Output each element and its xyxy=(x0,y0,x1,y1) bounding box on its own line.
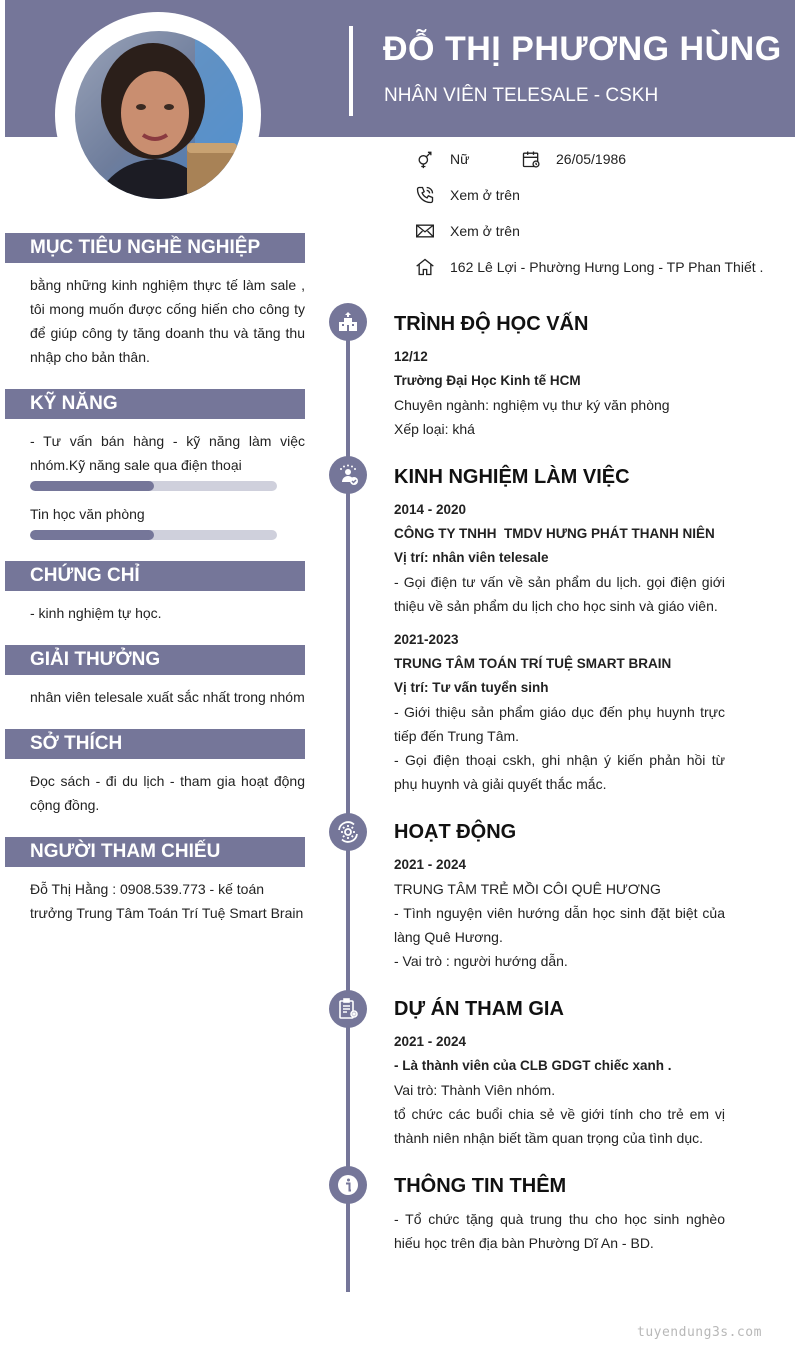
contact-birthday xyxy=(520,148,626,170)
home-icon xyxy=(414,256,436,278)
projects-role: Vai trò: Thành Viên nhóm. xyxy=(394,1082,556,1098)
job-1-period: 2014 - 2020 xyxy=(394,502,467,517)
job-2-period: 2021-2023 xyxy=(394,632,459,647)
projects-description: tổ chức các buổi chia sẻ về giới tính cho trẻ em vị thành niên nhận biết tầm quan trọng của tình dục. xyxy=(394,1106,725,1146)
skill-2-bar-fill xyxy=(30,530,154,540)
certificates-text: - kinh nghiệm tự học. xyxy=(30,605,162,621)
contact-address xyxy=(414,256,763,278)
projects-heading: DỰ ÁN THAM GIA xyxy=(394,998,564,1020)
team-icon xyxy=(329,456,367,494)
phone-value: Xem ở trên xyxy=(450,187,520,203)
candidate-name: ĐỖ THỊ PHƯƠNG HÙNG xyxy=(383,30,782,68)
phone-icon xyxy=(414,184,436,206)
avatar xyxy=(75,31,243,199)
activities-heading: HOẠT ĐỘNG xyxy=(394,821,517,843)
hobbies-heading: SỞ THÍCH xyxy=(5,729,305,759)
projects-period: 2021 - 2024 xyxy=(394,1034,467,1049)
header-divider xyxy=(349,26,353,116)
contact-phone xyxy=(414,184,520,206)
email-value: Xem ở trên xyxy=(450,223,520,239)
job-title: NHÂN VIÊN TELESALE - CSKH xyxy=(384,85,659,106)
job-1-position: Vị trí: nhân viên telesale xyxy=(394,550,549,565)
avatar-photo xyxy=(75,31,243,199)
clipboard-gear-icon xyxy=(329,990,367,1028)
job-1-company: CÔNG TY TNHH TMDV HƯNG PHÁT THANH NIÊN xyxy=(394,526,715,541)
gender-icon xyxy=(414,148,436,170)
skill-1-name: - Tư vấn bán hàng - kỹ năng làm việc nhóm.Kỹ năng sale qua điện thoại xyxy=(30,433,305,473)
contact-gender xyxy=(414,148,469,170)
certificates-heading: CHỨNG CHỈ xyxy=(5,561,305,591)
projects-name: - Là thành viên của CLB GDGT chiếc xanh . xyxy=(394,1058,672,1073)
references-heading: NGƯỜI THAM CHIẾU xyxy=(5,837,305,867)
birthday-value: 26/05/1986 xyxy=(556,151,627,167)
experience-heading: KINH NGHIỆM LÀM VIỆC xyxy=(394,466,630,488)
extra-heading: THÔNG TIN THÊM xyxy=(394,1175,567,1197)
education-period: 12/12 xyxy=(394,349,428,364)
watermark: tuyendung3s.com xyxy=(637,1325,762,1340)
hobbies-text: Đọc sách - đi du lịch - tham gia hoạt động cộng đồng. xyxy=(30,773,305,813)
gear-cycle-icon xyxy=(329,813,367,851)
skill-2-name: Tin học văn phòng xyxy=(30,506,145,522)
skill-1-bar xyxy=(30,481,277,491)
extra-text: - Tổ chức tặng quà trung thu cho học sinh nghèo hiếu học trên địa bàn Phường Dĩ An - BD. xyxy=(394,1211,725,1251)
awards-heading: GIẢI THƯỞNG xyxy=(5,645,305,675)
objective-heading: MỤC TIÊU NGHỀ NGHIỆP xyxy=(5,233,305,263)
skills-heading: KỸ NĂNG xyxy=(5,389,305,419)
activities-description-1: - Tình nguyện viên hướng dẫn học sinh đặt biệt của làng Quê Hương. xyxy=(394,905,725,945)
education-major: Chuyên ngành: nghiệm vụ thư ký văn phòng xyxy=(394,397,670,413)
objective-text: bằng những kinh nghiệm thực tế làm sale , tôi mong muốn được cống hiến cho công ty để giúp công ty tăng doanh thu và tăng thu nhập cho bản thân. xyxy=(30,277,305,365)
envelope-icon xyxy=(414,220,436,242)
school-icon xyxy=(329,303,367,341)
skill-2-bar xyxy=(30,530,277,540)
skill-1-bar-fill xyxy=(30,481,154,491)
job-2-company: TRUNG TÂM TOÁN TRÍ TUỆ SMART BRAIN xyxy=(394,656,672,671)
job-2-description-2: - Gọi điện thoại cskh, ghi nhận ý kiến phản hồi từ phụ huynh và giải quyết thắc mắc. xyxy=(394,752,725,792)
job-2-description-1: - Giới thiệu sản phẩm giáo dục đến phụ huynh trực tiếp đến Trung Tâm. xyxy=(394,704,725,744)
job-2-position: Vị trí: Tư vấn tuyển sinh xyxy=(394,680,549,695)
education-school: Trường Đại Học Kinh tế HCM xyxy=(394,373,581,388)
activities-period: 2021 - 2024 xyxy=(394,857,467,872)
activities-org: TRUNG TÂM TRẺ MỒI CÔI QUÊ HƯƠNG xyxy=(394,881,661,897)
calendar-icon xyxy=(520,148,542,170)
gender-value: Nữ xyxy=(450,151,470,167)
address-value: 162 Lê Lợi - Phường Hưng Long - TP Phan Thiết . xyxy=(450,259,764,275)
contact-email xyxy=(414,220,520,242)
awards-text: nhân viên telesale xuất sắc nhất trong nhóm xyxy=(30,689,305,705)
education-grade: Xếp loại: khá xyxy=(394,421,475,437)
job-1-description: - Gọi điện tư vấn về sản phẩm du lịch. gọi điện giới thiệu về sản phẩm du lịch cho học sinh và giáo viên. xyxy=(394,574,725,614)
activities-description-2: - Vai trò : người hướng dẫn. xyxy=(394,953,568,969)
education-heading: TRÌNH ĐỘ HỌC VẤN xyxy=(394,313,589,335)
info-icon xyxy=(329,1166,367,1204)
references-text: Đỗ Thị Hằng : 0908.539.773 - kế toán trưởng Trung Tâm Toán Trí Tuệ Smart Brain xyxy=(30,881,304,921)
